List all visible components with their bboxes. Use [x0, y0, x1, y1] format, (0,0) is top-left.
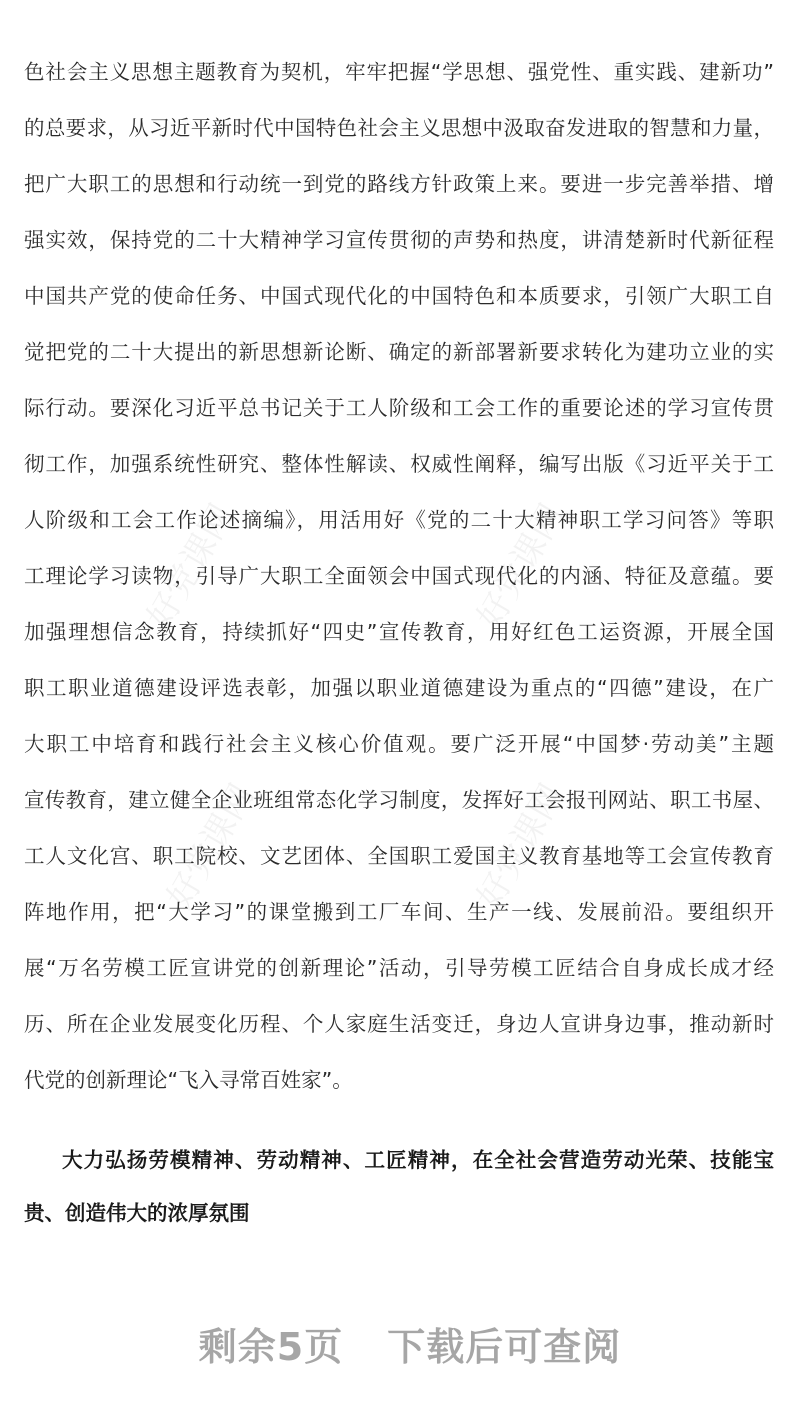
paragraph-line: 觉把党的二十大提出的新思想新论断、确定的新部署新要求转化为建功立业的实: [24, 340, 774, 364]
paragraph-line: 彻工作，加强系统性研究、整体性解读、权威性阐释，编写出版《习近平关于工: [24, 452, 774, 476]
watermark: 好党课网: [139, 497, 243, 636]
paragraph-line: 宣传教育，建立健全企业班组常态化学习制度，发挥好工会报刊网站、职工书屋、: [24, 788, 774, 812]
paragraph-line: 职工职业道德建设评选表彰，加强以职业道德建设为重点的“四德”建设，在广: [24, 676, 774, 700]
download-prompt[interactable]: 下载后可查阅: [387, 1325, 622, 1369]
paragraph-line: 把广大职工的思想和行动统一到党的路线方针政策上来。要进一步完善举措、增: [24, 172, 774, 196]
paragraph-line: 阵地作用，把“大学习”的课堂搬到工厂车间、生产一线、发展前沿。要组织开: [24, 900, 774, 924]
paragraph-line: 强实效，保持党的二十大精神学习宣传贯彻的声势和热度，讲清楚新时代新征程: [24, 228, 774, 252]
section-heading: [24, 1134, 774, 1240]
paragraph-line: 历、所在企业发展变化历程、个人家庭生活变迁，身边人宣讲身边事，推动新时: [24, 1012, 774, 1036]
paragraph-line: 色社会主义思想主题教育为契机，牢牢把握“学思想、强党性、重实践、建新功”: [24, 60, 774, 84]
remaining-pages-label: 剩余5页: [198, 1325, 344, 1369]
paragraph-line: 工人文化宫、职工院校、文艺团体、全国职工爱国主义教育基地等工会宣传教育: [24, 844, 774, 868]
paragraph-line: 人阶级和工会工作论述摘编》，用活用好《党的二十大精神职工学习问答》等职: [24, 508, 774, 532]
paragraph-line: 展“万名劳模工匠宣讲党的创新理论”活动，引导劳模工匠结合自身成长成才经: [24, 956, 774, 980]
paragraph-line: 际行动。要深化习近平总书记关于工人阶级和工会工作的重要论述的学习宣传贯: [24, 396, 774, 420]
download-banner[interactable]: [0, 1316, 800, 1371]
paragraph-line: 加强理想信念教育，持续抓好“四史”宣传教育，用好红色工运资源，开展全国: [24, 620, 774, 644]
watermark: 好党课网: [469, 497, 573, 636]
heading-line: 大力弘扬劳模精神、劳动精神、工匠精神，在全社会营造劳动光荣、技能宝: [62, 1148, 774, 1172]
paragraph-line: 工理论学习读物，引导广大职工全面领会中国式现代化的内涵、特征及意蕴。要: [24, 564, 774, 588]
heading-line: 贵、创造伟大的浓厚氛围: [24, 1201, 250, 1225]
paragraph-line: 的总要求，从习近平新时代中国特色社会主义思想中汲取奋发进取的智慧和力量，: [24, 116, 774, 140]
paragraph-line: 大职工中培育和践行社会主义核心价值观。要广泛开展“中国梦·劳动美”主题: [24, 732, 774, 756]
paragraph-line: 中国共产党的使命任务、中国式现代化的中国特色和本质要求，引领广大职工自: [24, 284, 774, 308]
body-paragraph: [24, 44, 774, 1108]
watermark: 好党课网: [469, 777, 573, 916]
paragraph-line: 代党的创新理论“飞入寻常百姓家”。: [24, 1068, 353, 1092]
watermark: 好党课网: [159, 777, 263, 916]
